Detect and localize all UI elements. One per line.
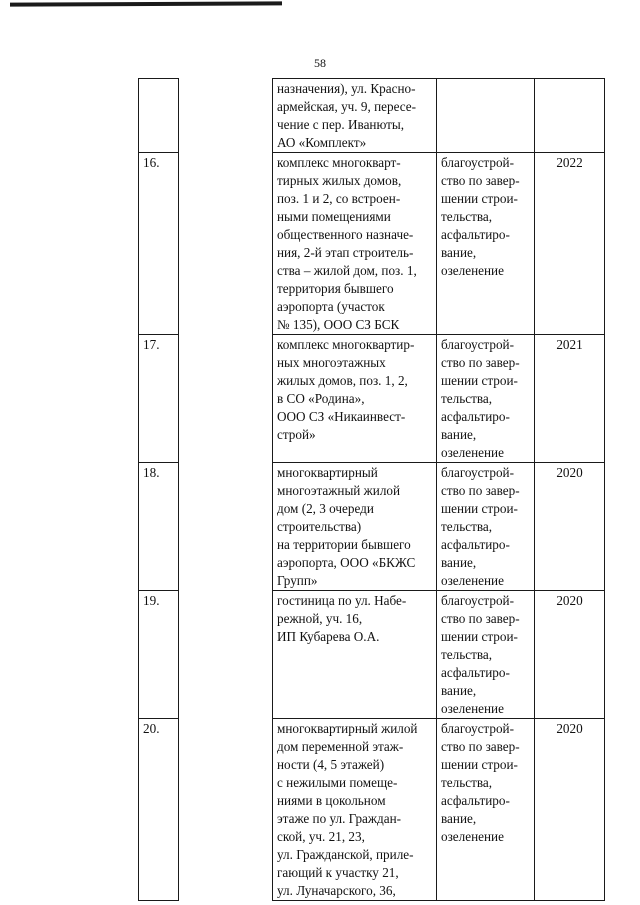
table-row [139, 153, 605, 335]
works-cell-line: озеленение [441, 445, 504, 460]
works-cell-line: шении строи- [441, 757, 518, 772]
object-cell-line: дом (2, 3 очереди [277, 501, 374, 516]
object-cell-line: комплекс многоквартир- [277, 337, 415, 352]
object-cell-line: ской, уч. 21, 23, [277, 829, 365, 844]
object-cell-line: строй» [277, 427, 316, 442]
empty-column-cell [179, 719, 273, 901]
object-cell-line: с нежилыми помеще- [277, 775, 398, 790]
object-cell-line: № 135), ООО СЗ БСК [277, 317, 400, 332]
object-cell-line: гостиница по ул. Набе- [277, 593, 407, 608]
works-cell-line: асфальтиро- [441, 793, 510, 808]
works-cell [437, 153, 535, 335]
works-cell-line: асфальтиро- [441, 227, 510, 242]
works-cell [437, 719, 535, 901]
object-cell-line: АО «Комплект» [277, 135, 367, 150]
works-cell-line: озеленение [441, 701, 504, 716]
object-cell-line: ными помещениями [277, 209, 391, 224]
object-cell-line: комплекс многокварт- [277, 155, 401, 170]
object-cell-line: дом переменной этаж- [277, 739, 404, 754]
works-cell-line: ство по завер- [441, 355, 520, 370]
works-cell-line: асфальтиро- [441, 665, 510, 680]
object-cell-line: ул. Луначарского, 36, [277, 883, 396, 898]
object-cell-line: ниями в цокольном [277, 793, 386, 808]
object-cell-line: поз. 1 и 2, со встроен- [277, 191, 401, 206]
works-cell-line: вание, [441, 811, 477, 826]
works-cell [437, 591, 535, 719]
works-cell-line: ство по завер- [441, 739, 520, 754]
object-cell-line: ности (4, 5 этажей) [277, 757, 385, 772]
object-cell-line: тирных жилых домов, [277, 173, 402, 188]
row-number: 18. [139, 463, 179, 591]
works-cell-line: ство по завер- [441, 483, 520, 498]
works-cell-line: благоустрой- [441, 721, 514, 736]
table-row [139, 335, 605, 463]
object-cell-line: территория бывшего [277, 281, 394, 296]
empty-column-cell [179, 463, 273, 591]
works-cell-line: асфальтиро- [441, 409, 510, 424]
works-cell-line: благоустрой- [441, 337, 514, 352]
year-cell: 2022 [535, 153, 605, 335]
object-cell [273, 719, 437, 901]
object-cell-line: многоквартирный жилой [277, 721, 418, 736]
object-cell-line: армейская, уч. 9, пересе- [277, 99, 417, 114]
works-cell-line: озеленение [441, 829, 504, 844]
works-cell-line: благоустрой- [441, 465, 514, 480]
scan-artifact-line [10, 1, 282, 6]
works-cell-line: тельства, [441, 209, 493, 224]
year-cell: 2020 [535, 719, 605, 901]
object-cell [273, 591, 437, 719]
works-cell-line: ство по завер- [441, 173, 520, 188]
table-row [139, 591, 605, 719]
works-cell [437, 335, 535, 463]
object-cell-line: жилых домов, поз. 1, 2, [277, 373, 408, 388]
object-cell-line: этаже по ул. Граждан- [277, 811, 402, 826]
row-number: 20. [139, 719, 179, 901]
works-cell-line: тельства, [441, 519, 493, 534]
works-cell-line: шении строи- [441, 191, 518, 206]
object-cell [273, 79, 437, 153]
works-cell-line: шении строи- [441, 501, 518, 516]
year-cell [535, 79, 605, 153]
works-cell-line: озеленение [441, 573, 504, 588]
object-cell-line: ния, 2-й этап строитель- [277, 245, 414, 260]
object-cell [273, 153, 437, 335]
object-cell-line: режной, уч. 16, [277, 611, 363, 626]
empty-column-cell [179, 591, 273, 719]
page-number: 58 [314, 56, 326, 70]
object-cell-line: общественного назначе- [277, 227, 414, 242]
object-cell-line: многоэтажный жилой [277, 483, 401, 498]
object-cell-line: строительства) [277, 519, 362, 534]
year-cell: 2020 [535, 463, 605, 591]
works-cell-line: тельства, [441, 647, 493, 662]
object-cell-line: назначения), ул. Красно- [277, 81, 416, 96]
year-cell: 2021 [535, 335, 605, 463]
empty-column-cell [179, 335, 273, 463]
object-cell-line: чение с пер. Иванюты, [277, 117, 405, 132]
row-number: 19. [139, 591, 179, 719]
object-cell-line: аэропорта, ООО «БКЖС [277, 555, 416, 570]
empty-column-cell [179, 153, 273, 335]
register-table [138, 78, 605, 901]
empty-column-cell [179, 79, 273, 153]
works-cell-line: благоустрой- [441, 593, 514, 608]
object-cell-line: ООО СЗ «Никаинвест- [277, 409, 406, 424]
works-cell-line: тельства, [441, 391, 493, 406]
object-cell [273, 463, 437, 591]
works-cell-line: озеленение [441, 263, 504, 278]
object-cell-line: в СО «Родина», [277, 391, 365, 406]
object-cell-line: Групп» [277, 573, 318, 588]
works-cell-line: ство по завер- [441, 611, 520, 626]
table-row [139, 719, 605, 901]
row-number: 17. [139, 335, 179, 463]
works-cell-line: вание, [441, 683, 477, 698]
row-number: 16. [139, 153, 179, 335]
object-cell-line: многоквартирный [277, 465, 378, 480]
object-cell-line: ИП Кубарева О.А. [277, 629, 380, 644]
works-cell [437, 463, 535, 591]
works-cell-line: тельства, [441, 775, 493, 790]
object-cell-line: аэропорта (участок [277, 299, 385, 314]
object-cell-line: ул. Гражданской, приле- [277, 847, 414, 862]
object-cell-line: ства – жилой дом, поз. 1, [277, 263, 417, 278]
object-cell [273, 335, 437, 463]
object-cell-line: на территории бывшего [277, 537, 411, 552]
object-cell-line: ных многоэтажных [277, 355, 386, 370]
table-row [139, 79, 605, 153]
works-cell-line: благоустрой- [441, 155, 514, 170]
works-cell-line: шении строи- [441, 629, 518, 644]
row-number [139, 79, 179, 153]
works-cell [437, 79, 535, 153]
works-cell-line: асфальтиро- [441, 537, 510, 552]
table-row [139, 463, 605, 591]
works-cell-line: вание, [441, 245, 477, 260]
works-cell-line: шении строи- [441, 373, 518, 388]
works-cell-line: вание, [441, 555, 477, 570]
object-cell-line: гающий к участку 21, [277, 865, 399, 880]
works-cell-line: вание, [441, 427, 477, 442]
year-cell: 2020 [535, 591, 605, 719]
